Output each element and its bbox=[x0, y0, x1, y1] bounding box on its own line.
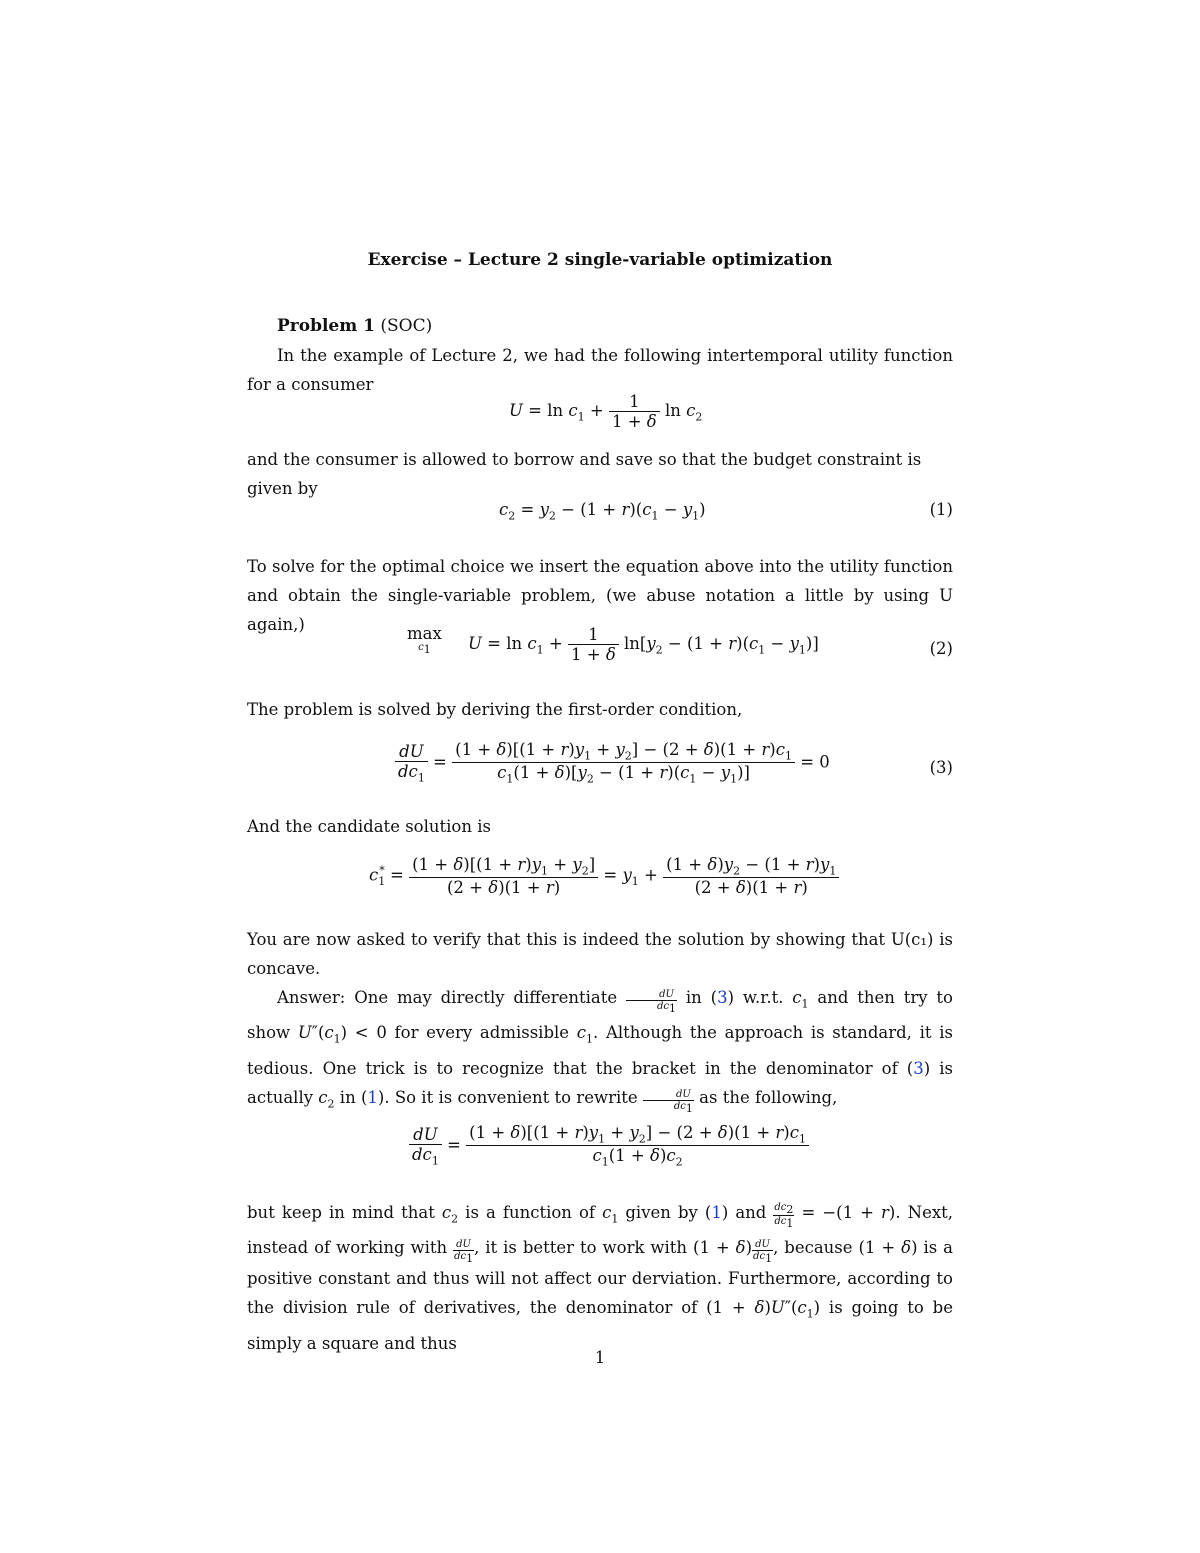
equation-number-3: (3) bbox=[929, 758, 953, 777]
equation-utility: $U = \ln c_1$ + $\frac{1}{1 + \delta}$ $\ln c_2$ bbox=[509, 392, 703, 431]
paragraph-substitution: To solve for the optimal choice we insert the equation above into the utility function and obtain the single-variable problem, (we abuse notation a little by using U again,) bbox=[247, 557, 953, 634]
paragraph-candidate: And the candidate solution is bbox=[247, 817, 491, 836]
equation-rewritten: $\frac{dU}{dc_1}$ = $\frac{(1 + \delta)[(1 + r)y_1 + y_2] - (2 + \delta)(1 + r)c_1}{c_1(1 + \delta)c_2}$ bbox=[247, 1123, 953, 1183]
problem-tag: (SOC) bbox=[380, 316, 433, 336]
paragraph-budget: and the consumer is allowed to borrow and save so that the budget constraint is given by bbox=[247, 450, 922, 498]
ref-eq-3b[interactable]: 3 bbox=[913, 1058, 924, 1078]
equation-number-2: (2) bbox=[929, 639, 953, 658]
equation-2: max $c_1$ $U = \ln c_1$ + $\frac{1}{1 + \delta}$ $\ln[y_2 - (1 + r)(c_1 - y_1)]$ (2) bbox=[407, 624, 953, 664]
equation-1: $c_2 = y_2 - (1 + r)(c_1 - y_1)$ (1) bbox=[499, 500, 953, 523]
equation-number-1: (1) bbox=[929, 500, 953, 519]
paragraph-answer: Answer: One may directly differentiate $\frac{dU}{dc_1}$ in (3) w.r.t. $c_1$ and then try to show $U''(c_1) < 0$ for every admissible $c_1$. Although the approach is standard, it is tedious. One trick is to recognize that the bracket in the denominator of (3) is actually $c_2$ in (1). So it is convenient to rewrite $\frac{dU}{dc_1}$ as the following, bbox=[247, 988, 953, 1115]
page-number: 1 bbox=[594, 1348, 606, 1367]
ref-eq-1[interactable]: 1 bbox=[367, 1087, 378, 1107]
answer-label: Answer: bbox=[277, 988, 346, 1007]
equation-3: $\frac{dU}{dc_1}$ = $\frac{(1 + \delta)[(1 + r)y_1 + y_2] - (2 + \delta)(1 + r)c_1}{c_1(1 + \delta)[y_2 - (1 + r)(c_1 - y_1)]}$ = 0 (3) bbox=[247, 740, 953, 800]
page-title: Exercise – Lecture 2 single-variable optimization bbox=[367, 250, 833, 270]
paragraph-task: You are now asked to verify that this is indeed the solution by showing that U(c₁) is concave. bbox=[247, 930, 953, 978]
paragraph-intro: In the example of Lecture 2, we had the following intertemporal utility function for a consumer bbox=[247, 346, 953, 394]
ref-eq-3[interactable]: 3 bbox=[717, 988, 728, 1007]
problem-heading bbox=[277, 316, 432, 336]
ref-eq-1b[interactable]: 1 bbox=[711, 1203, 722, 1222]
equation-candidate: $c_1^*$ = $\frac{(1 + \delta)[(1 + r)y_1 + y_2]}{(2 + \delta)(1 + r)}$ = $y_1$ + $\frac{(1 + \delta)y_2 - (1 + r)y_1}{(2 + \delta)(1 + r)}$ bbox=[247, 855, 953, 915]
paragraph-final: but keep in mind that $c_2$ is a function of $c_1$ given by (1) and $\frac{dc_2}{dc_1}$ = −(1 + r). Next, instead of working with $\frac{dU}{dc_1}$ , it is better to work with (1 + δ) $\frac{dU}{dc_1}$ , because (1 + δ) is a positive constant and thus will not affect our derviation. Furthermore, according to the division rule of derivatives, the denominator of $(1 + \delta)U''(c_1)$ is going to be simply a square and thus bbox=[247, 1202, 954, 1353]
paragraph-foc: The problem is solved by deriving the first-order condition, bbox=[247, 700, 743, 719]
problem-label: Problem 1 bbox=[277, 316, 375, 336]
